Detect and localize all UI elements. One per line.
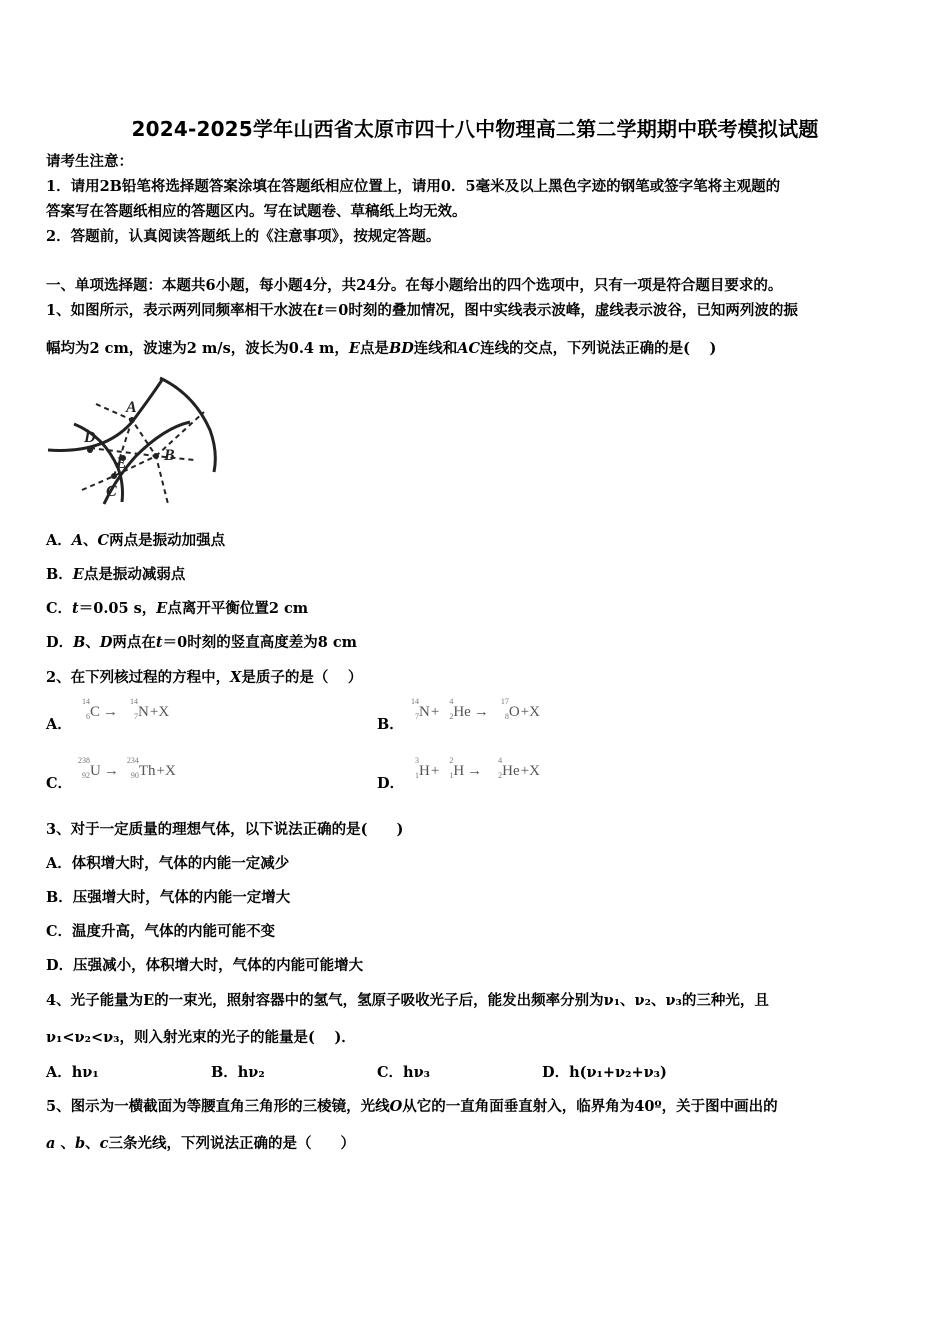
reaction-arrow: → [103, 763, 119, 779]
q3-option-D: D．压强减小，体积增大时，气体的内能可能增大 [46, 957, 364, 974]
nuclide [76, 756, 101, 780]
q4-option-A: A．hν₁ [46, 1064, 99, 1081]
q1-optB-rest: 点是振动减弱点 [83, 566, 186, 583]
q1-optA-sep: 、 [83, 532, 98, 549]
point-D [87, 447, 93, 453]
nuclide [488, 756, 520, 780]
reaction-arrow: → [473, 704, 489, 720]
q2-label-A: A． [46, 716, 72, 733]
label-C: C [106, 483, 117, 500]
atomic-number: 90 [130, 771, 139, 780]
page-title: 2024-2025学年山西省太原市四十八中物理高二第二学期期中联考模拟试题 [131, 117, 819, 141]
q1-optD-rest: ＝0时刻的竖直高度差为8 cm [162, 634, 358, 651]
label-E: E [116, 455, 127, 472]
atomic-number: 1 [415, 771, 419, 780]
q1-var-BD: BD [388, 340, 414, 357]
q3-option-B: B．压强增大时，气体的内能一定增大 [46, 889, 291, 906]
q5-stem-line2 [46, 1134, 355, 1154]
nuclide [439, 697, 471, 721]
q5-stem-c: 三条光线，下列说法正确的是（ ） [108, 1135, 355, 1152]
point-C [111, 473, 117, 479]
q1-optC-mid: ＝0.05 s， [78, 600, 157, 617]
nuclide [405, 756, 430, 780]
q1-stem-b: ＝0时刻的叠加情况，图中实线表示波峰，虚线表示波谷，已知两列波的振 [323, 302, 798, 319]
plus-sign: + [430, 763, 440, 779]
notice-item-2: 2．答题前，认真阅读答题纸上的《注意事项》，按规定答题。 [46, 228, 441, 245]
q1-optA-var-A: A [71, 532, 84, 549]
label-D: D [84, 429, 96, 446]
q1-optD-sep: 、 [85, 634, 100, 651]
q4-option-D: D．h(ν₁+ν₂+ν₃) [542, 1064, 667, 1081]
mass-number: 238 [78, 756, 90, 765]
element-symbol: Th [138, 763, 156, 779]
q2-equation-D [405, 756, 540, 780]
q1-wave-figure [44, 372, 224, 512]
q2-label-C: C． [46, 775, 73, 792]
notice-item-1a: 1．请用2B铅笔将选择题答案涂填在答题纸相应位置上，请用0．5毫米及以上黑色字迹的钢笔或签字笔将主观题的 [46, 178, 781, 195]
q5-var-b: b [74, 1135, 86, 1152]
atomic-number: 7 [415, 712, 419, 721]
q1-optD-mid: 两点在 [112, 634, 156, 651]
q1-option-B [46, 565, 185, 585]
q1-stem-e: 连线和 [413, 340, 458, 357]
q2-equation-A [76, 697, 170, 721]
q1-stem-line1 [46, 301, 798, 321]
mass-number: 234 [126, 756, 139, 765]
mass-number: 4 [498, 756, 503, 765]
q2-label-D: D． [377, 775, 405, 792]
q5-var-O: O [389, 1098, 403, 1115]
atomic-number: 6 [86, 712, 90, 721]
element-symbol: U [90, 763, 101, 779]
q3-option-A: A．体积增大时，气体的内能一定减少 [46, 855, 290, 872]
q1-optA-lead: A． [46, 532, 72, 549]
element-symbol: H [453, 763, 465, 779]
nuclide [405, 697, 430, 721]
element-symbol: N [419, 704, 430, 720]
section-1-heading: 一、单项选择题：本题共6小题，每小题4分，共24分。在每小题给出的四个选项中，只有一项是符合题目要求的。 [46, 277, 783, 294]
q1-var-t: t [317, 302, 324, 319]
q2-equation-C [76, 756, 176, 780]
equation-tail: +X [520, 704, 540, 720]
q2-stem-a: 2、在下列核过程的方程中， [46, 669, 231, 686]
nuclide [125, 756, 156, 780]
notice-item-1b: 答案写在答题纸相应的答题区内。写在试题卷、草稿纸上均无效。 [46, 203, 467, 220]
q4-stem-line1: 4、光子能量为E的一束光，照射容器中的氢气，氢原子吸收光子后，能发出频率分别为ν₁、ν₂、ν₃的三种光，且 [46, 992, 769, 1009]
q2-stem-b: 是质子的是（ ） [241, 669, 363, 686]
equation-tail: +X [149, 704, 170, 720]
nuclide [124, 697, 149, 721]
q1-stem-f: 连线的交点，下列说法正确的是( ) [480, 340, 717, 357]
q5-stem-line1 [46, 1097, 778, 1117]
q1-optB-lead: B． [46, 566, 73, 583]
mass-number: 17 [500, 697, 509, 706]
q4-stem-line2: ν₁<ν₂<ν₃，则入射光束的光子的能量是( )． [46, 1029, 356, 1046]
point-B [153, 453, 159, 459]
q3-stem: 3、对于一定质量的理想气体，以下说法正确的是( ) [46, 821, 404, 838]
reaction-arrow: → [103, 704, 119, 720]
q1-optC-lead: C． [46, 600, 73, 617]
plus-sign: + [430, 704, 440, 720]
q3-option-C: C．温度升高，气体的内能可能不变 [46, 923, 276, 940]
mass-number: 14 [82, 697, 90, 706]
q1-optD-var-t: t [155, 634, 163, 651]
mass-number: 4 [449, 697, 454, 706]
q1-optA-rest: 两点是振动加强点 [109, 532, 226, 549]
element-symbol: He [502, 763, 520, 779]
q1-var-E: E [348, 340, 360, 357]
atomic-number: 2 [449, 712, 454, 721]
q1-optA-var-C: C [97, 532, 110, 549]
element-symbol: O [508, 704, 520, 720]
nuclide [495, 697, 520, 721]
q5-var-a: a [46, 1135, 56, 1152]
q1-optD-var-D: D [99, 634, 113, 651]
element-symbol: N [138, 704, 149, 720]
q4-option-C: C．hν₃ [377, 1064, 430, 1081]
q5-stem-a: 5、图示为一横截面为等腰直角三角形的三棱镜，光线 [46, 1098, 390, 1115]
atomic-number: 8 [504, 712, 509, 721]
q1-stem-d: 点是 [359, 340, 389, 357]
q1-optC-rest: 点离开平衡位置2 cm [167, 600, 309, 617]
q2-stem [46, 668, 362, 688]
q2-equation-B [405, 697, 540, 721]
atomic-number: 7 [134, 712, 139, 721]
notice-heading: 请考生注意： [46, 153, 133, 170]
mass-number: 14 [411, 697, 419, 706]
q2-label-B: B． [377, 716, 404, 733]
atomic-number: 2 [498, 771, 503, 780]
q1-optC-var-t: t [72, 600, 79, 617]
q1-var-AC: AC [457, 340, 481, 357]
q2-var-X: X [230, 669, 242, 686]
mass-number: 3 [415, 756, 419, 765]
q1-stem-line2 [46, 339, 716, 359]
reaction-arrow: → [467, 763, 483, 779]
atomic-number: 1 [449, 771, 454, 780]
mass-number: 2 [449, 756, 454, 765]
q1-option-D [46, 633, 357, 653]
q1-optD-lead: D． [46, 634, 74, 651]
equation-tail: +X [156, 763, 176, 779]
q1-optC-var-E: E [156, 600, 168, 617]
label-B: B [164, 447, 175, 464]
label-A: A [126, 399, 137, 416]
q1-option-C [46, 599, 308, 619]
point-A [129, 417, 135, 423]
q1-stem-a: 1、如图所示，表示两列同频率相干水波在 [46, 302, 318, 319]
element-symbol: He [453, 704, 471, 720]
q5-var-c: c [99, 1135, 109, 1152]
q1-option-A [46, 531, 225, 551]
atomic-number: 92 [82, 771, 90, 780]
nuclide [76, 697, 101, 721]
q5-sep1: 、 [55, 1135, 75, 1152]
q5-sep2: 、 [85, 1135, 100, 1152]
element-symbol: C [90, 704, 101, 720]
q5-stem-b: 从它的一直角面垂直射入，临界角为40º，关于图中画出的 [402, 1098, 778, 1115]
mass-number: 14 [130, 697, 139, 706]
q1-optD-var-B: B [73, 634, 86, 651]
q4-option-B: B．hν₂ [211, 1064, 265, 1081]
equation-tail: +X [520, 763, 540, 779]
nuclide [439, 756, 465, 780]
q1-optB-var-E: E [72, 566, 84, 583]
element-symbol: H [419, 763, 430, 779]
q1-stem-c: 幅均为2 cm，波速为2 m/s，波长为0.4 m， [46, 340, 349, 357]
